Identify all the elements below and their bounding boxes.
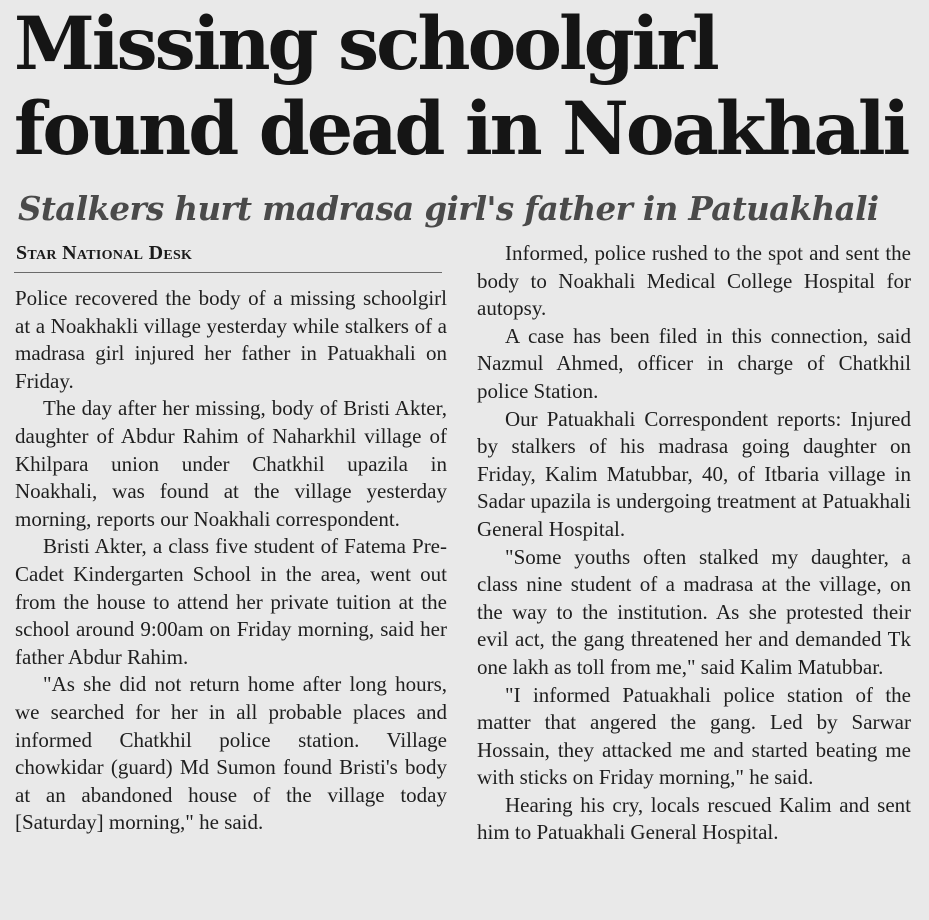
paragraph: Police recovered the body of a missing schoolgirl at a Noakhakli village yesterday while stalkers of a madrasa girl injured her father in Patuakhali on Friday. [15, 286, 447, 393]
article-column-left [15, 285, 447, 837]
subheadline: Stalkers hurt madrasa girl's father in Patuakhali [18, 189, 879, 228]
paragraph: A case has been filed in this connection, said Nazmul Ahmed, officer in charge of Chatkhil police Station. [477, 323, 911, 403]
byline: Star National Desk [16, 242, 193, 264]
headline: Missing schoolgirl found dead in Noakhali [14, 1, 908, 172]
paragraph: Hearing his cry, locals rescued Kalim and sent him to Patuakhali General Hospital. [477, 792, 911, 845]
paragraph: The day after her missing, body of Bristi Akter, daughter of Abdur Rahim of Naharkhil village of Khilpara union under Chatkhil upazila in Noakhali, was found at the village yesterday morning, reports our Noakhali correspondent. [15, 396, 447, 531]
paragraph: Informed, police rushed to the spot and sent the body to Noakhali Medical College Hospital for autopsy. [477, 241, 911, 321]
paragraph: "As she did not return home after long hours, we searched for her in all probable places and informed Chatkhil police station. Village chowkidar (guard) Md Sumon found Bristi's body at an abandoned house of the village today [Saturday] morning," he said. [15, 672, 447, 835]
paragraph: "I informed Patuakhali police station of the matter that angered the gang. Led by Sarwar Hossain, they attacked me and started beating me with sticks on Friday morning," he said. [477, 682, 911, 790]
byline-rule [14, 272, 442, 273]
paragraph: Our Patuakhali Correspondent reports: Injured by stalkers of his madrasa going daughter on Friday, Kalim Matubbar, 40, of Itbaria village in Sadar upazila is undergoing treatment at Patuakhali General Hospital. [477, 406, 911, 541]
paragraph: Bristi Akter, a class five student of Fatema Pre-Cadet Kindergarten School in the area, went out from the house to attend her private tuition at the school around 9:00am on Friday morning, said her father Abdur Rahim. [15, 534, 447, 669]
article-column-right [477, 240, 911, 847]
paragraph: "Some youths often stalked my daughter, a class nine student of a madrasa at the village, on the way to the institution. As she protested their evil act, the gang threatened her and demanded Tk one lakh as toll from me," said Kalim Matubbar. [477, 544, 911, 679]
